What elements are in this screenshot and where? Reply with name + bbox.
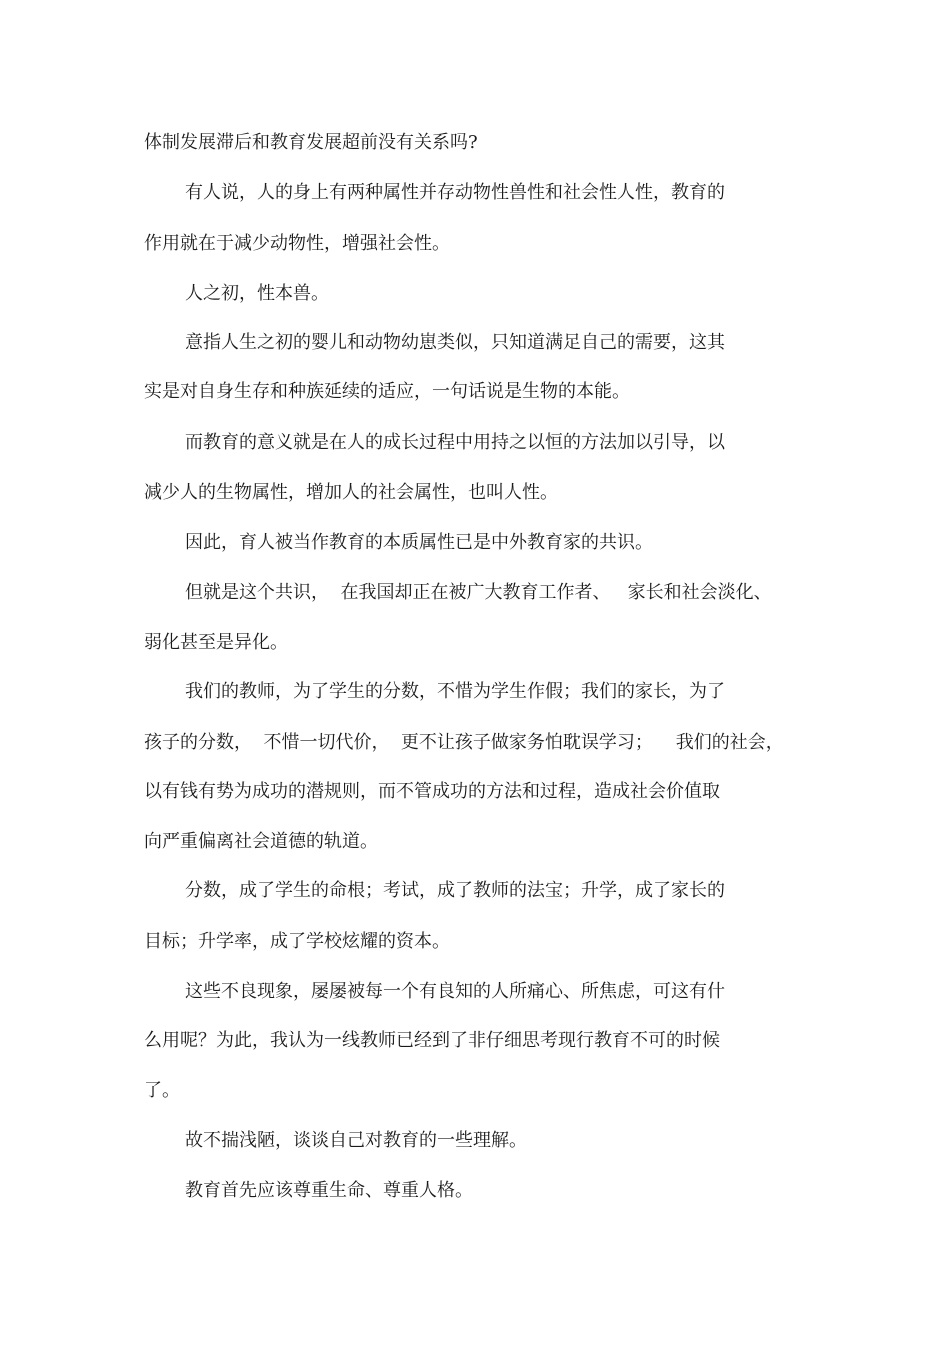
- paragraph-start-line: 这些不良现象，屡屡被每一个有良知的人所痛心、所焦虑，可这有什: [185, 981, 725, 1002]
- paragraph-start-line: 人之初，性本兽。: [185, 283, 329, 304]
- paragraph-start-line: 我们的教师，为了学生的分数，不惜为学生作假；我们的家长，为了: [185, 681, 725, 702]
- text-line: 了。: [144, 1080, 180, 1101]
- text-line: 么用呢？为此，我认为一线教师已经到了非仔细思考现行教育不可的时候: [144, 1030, 720, 1051]
- text-line: 以有钱有势为成功的潜规则，而不管成功的方法和过程，造成社会价值取: [144, 781, 720, 802]
- paragraph-start-line: 故不揣浅陋，谈谈自己对教育的一些理解。: [185, 1130, 527, 1151]
- paragraph-start-line: 因此，育人被当作教育的本质属性已是中外教育家的共识。: [185, 532, 653, 553]
- text-line: 实是对自身生存和种族延续的适应，一句话说是生物的本能。: [144, 381, 630, 402]
- paragraph-start-line: 但就是这个共识， 在我国却正在被广大教育工作者、 家长和社会淡化、: [185, 582, 772, 603]
- paragraph-start-line: 意指人生之初的婴儿和动物幼崽类似，只知道满足自己的需要，这其: [185, 332, 725, 353]
- text-line: 弱化甚至是异化。: [144, 632, 288, 653]
- text-line: 体制发展滞后和教育发展超前没有关系吗?: [144, 132, 478, 153]
- paragraph-start-line: 分数，成了学生的命根；考试，成了教师的法宝；升学，成了家长的: [185, 880, 725, 901]
- paragraph-start-line: 有人说，人的身上有两种属性并存动物性兽性和社会性人性，教育的: [185, 182, 725, 203]
- text-line: 减少人的生物属性，增加人的社会属性，也叫人性。: [144, 482, 558, 503]
- text-line: 作用就在于减少动物性，增强社会性。: [144, 233, 450, 254]
- paragraph-start-line: 而教育的意义就是在人的成长过程中用持之以恒的方法加以引导，以: [185, 432, 725, 453]
- text-line: 目标；升学率，成了学校炫耀的资本。: [144, 931, 450, 952]
- paragraph-start-line: 教育首先应该尊重生命、尊重人格。: [185, 1180, 473, 1201]
- text-line: 向严重偏离社会道德的轨道。: [144, 831, 378, 852]
- text-line: 孩子的分数， 不惜一切代价， 更不让孩子做家务怕耽误学习； 我们的社会，: [144, 732, 784, 753]
